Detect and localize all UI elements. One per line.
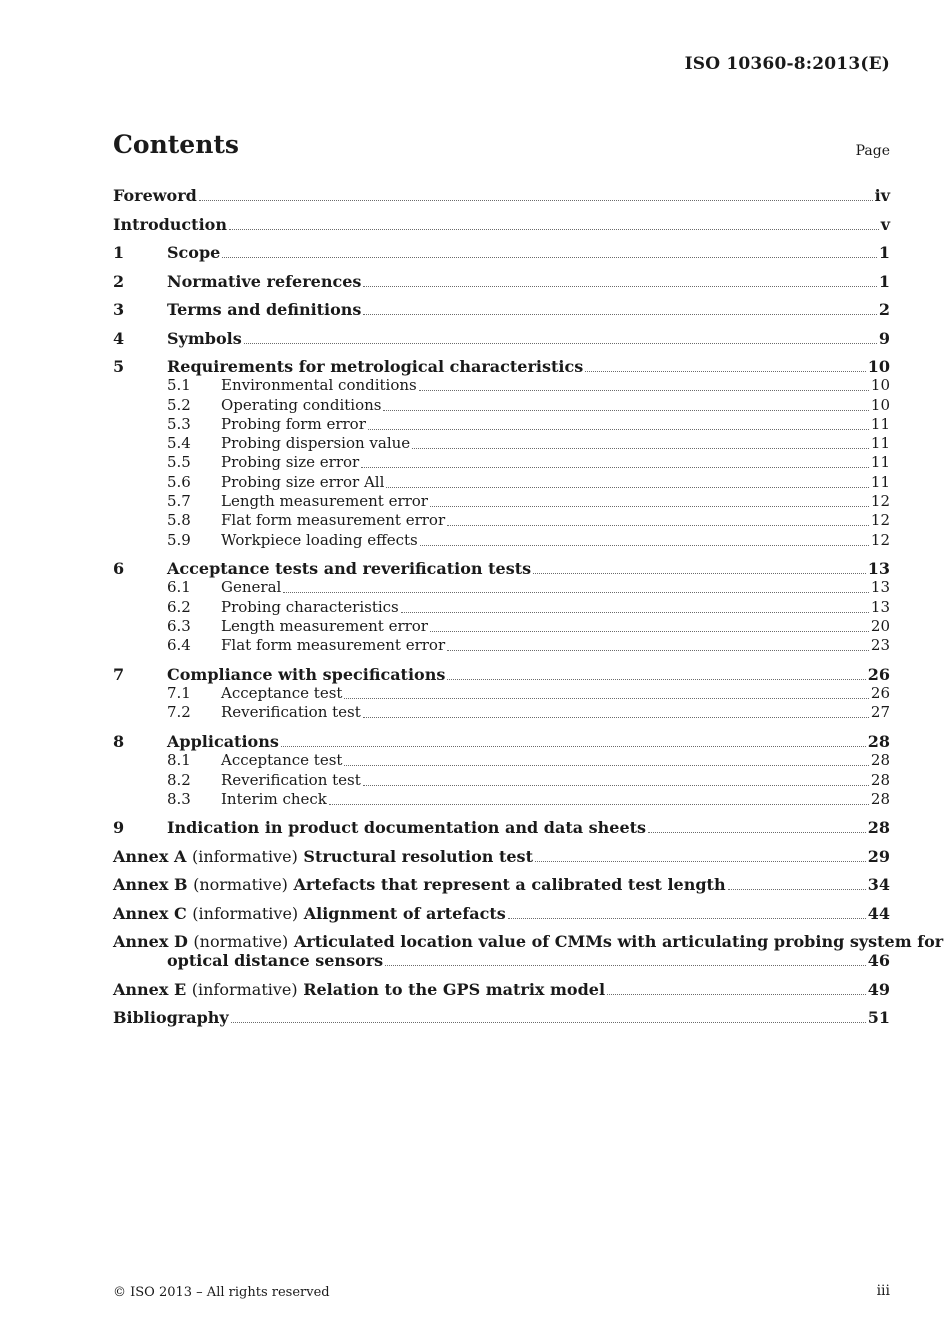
toc-entry-number: 8 (113, 731, 125, 751)
toc-entry[interactable] (113, 357, 890, 376)
dot-leader (244, 343, 877, 344)
dot-leader (363, 785, 869, 786)
annex-kind: (normative) (193, 875, 288, 895)
toc-entry-number: 3 (113, 300, 125, 319)
toc-entry-page: 12 (870, 511, 890, 530)
annex-title[interactable]: Articulated location value of CMMs with articulating probing system for (293, 932, 944, 952)
toc-entry-label[interactable]: Flat form measurement error (221, 511, 446, 530)
annex-kind: (informative) (191, 846, 298, 866)
dot-leader (447, 679, 865, 680)
toc-entry-label[interactable]: Scope (167, 243, 221, 262)
toc-entry-number: 9 (113, 818, 125, 838)
toc-entry-label[interactable]: Bibliography (113, 1008, 229, 1028)
toc-entry-page: 34 (867, 875, 890, 895)
toc-entry[interactable] (113, 578, 890, 597)
toc-entry[interactable] (113, 531, 890, 550)
toc-entry-page: 44 (867, 903, 890, 923)
toc-entry-number: 8.3 (167, 789, 191, 808)
toc-entry-number: 5 (113, 357, 125, 376)
toc-entry[interactable] (113, 243, 890, 262)
annex-label[interactable] (113, 847, 533, 866)
toc-annex-entry[interactable] (113, 904, 890, 923)
dot-leader (385, 965, 866, 966)
toc-entry-number: 7.2 (167, 703, 191, 722)
toc-bibliography-entry[interactable] (113, 1008, 890, 1027)
dot-leader (368, 429, 869, 430)
toc-entry[interactable] (113, 434, 890, 453)
toc-entry[interactable] (113, 186, 890, 205)
toc-entry-number: 6.2 (167, 597, 191, 616)
dot-leader (283, 592, 869, 593)
toc-entry-label[interactable]: Length measurement error (221, 492, 428, 511)
toc-entry[interactable] (113, 396, 890, 415)
dot-leader (344, 698, 868, 699)
toc-entry[interactable] (113, 636, 890, 655)
toc-entry[interactable] (113, 771, 890, 790)
toc-entry-number: 8.2 (167, 770, 191, 789)
toc-entry-label[interactable]: Length measurement error (221, 617, 428, 636)
toc-entry-label[interactable]: Acceptance tests and reverification tests (167, 559, 532, 579)
toc-entry-label[interactable]: General (221, 578, 282, 597)
dot-leader (363, 286, 876, 287)
toc-entry-page: 28 (867, 731, 890, 751)
page-title: Contents (113, 130, 240, 159)
toc-annex-entry[interactable] (113, 980, 890, 999)
toc-entry-page: 12 (870, 530, 890, 549)
toc-entry-label[interactable]: Terms and definitions (167, 300, 362, 319)
toc-entry-page: 46 (867, 951, 890, 971)
toc-entry-page: 11 (870, 453, 890, 472)
toc-entry-label[interactable]: Introduction (113, 214, 227, 234)
toc-entry-label[interactable]: Acceptance test (221, 751, 343, 770)
dot-leader (419, 390, 869, 391)
dot-leader (535, 861, 866, 862)
toc-entry-label[interactable]: Operating conditions (221, 395, 382, 414)
toc-entry-number: 5.5 (167, 453, 191, 472)
dot-leader (401, 612, 869, 613)
annex-kind: (normative) (193, 932, 289, 952)
toc-entry-number: 6.1 (167, 578, 191, 597)
toc-entry-label[interactable]: Indication in product documentation and data sheets (167, 818, 647, 838)
dot-leader (229, 229, 879, 230)
toc-entry[interactable] (113, 790, 890, 809)
toc-entry[interactable] (113, 376, 890, 395)
toc-annex-entry[interactable] (113, 932, 944, 971)
toc-entry[interactable] (113, 617, 890, 636)
toc-entry[interactable] (113, 272, 890, 291)
toc-entry-page: 10 (870, 395, 890, 414)
toc-entry[interactable] (113, 684, 890, 703)
toc-entry-number: 6.3 (167, 617, 191, 636)
toc-entry[interactable] (113, 751, 890, 770)
dot-leader (420, 545, 869, 546)
dot-leader (344, 765, 868, 766)
annex-label[interactable] (113, 875, 726, 894)
toc-entry-number: 7.1 (167, 684, 191, 703)
toc-entry-page: 49 (867, 979, 890, 999)
toc-entry-page: 11 (870, 414, 890, 433)
annex-id: Annex D (113, 932, 188, 952)
annex-title-continued[interactable]: optical distance sensors (167, 951, 384, 971)
toc-entry[interactable] (113, 598, 890, 617)
dot-leader (231, 1022, 866, 1023)
toc-entry-page: 29 (867, 846, 890, 866)
toc-entry-page: 28 (870, 789, 890, 808)
toc-entry-label[interactable]: Interim check (221, 789, 327, 808)
toc-annex-entry[interactable] (113, 847, 890, 866)
dot-leader (386, 487, 869, 488)
toc-entry[interactable] (113, 511, 890, 530)
dot-leader (508, 918, 866, 919)
toc-entry-page: 1 (878, 271, 890, 291)
toc-entry-number: 5.2 (167, 395, 191, 414)
toc-entry-page: 23 (870, 636, 890, 655)
toc-entry-label[interactable]: Probing form error (221, 414, 366, 433)
toc-entry[interactable] (113, 453, 890, 472)
dot-leader (430, 631, 869, 632)
toc-entry-number: 1 (113, 243, 125, 262)
toc-entry-page: 20 (870, 617, 890, 636)
toc-entry-label[interactable]: Probing size error (221, 453, 360, 472)
dot-leader (222, 257, 877, 258)
toc-entry-label[interactable]: Normative references (167, 271, 362, 291)
dot-leader (363, 717, 869, 718)
toc-entry-page: 28 (870, 770, 890, 789)
page-column-label: Page (855, 143, 890, 159)
dot-leader (329, 804, 869, 805)
toc-entry-label[interactable]: Acceptance test (221, 684, 343, 703)
toc-entry-number: 5.9 (167, 530, 191, 549)
toc-entry-number: 4 (113, 328, 125, 348)
annex-label[interactable] (113, 980, 605, 999)
toc-entry-label[interactable]: Foreword (113, 186, 197, 205)
toc-entry-label[interactable]: Environmental conditions (221, 376, 417, 395)
toc-entry[interactable] (113, 818, 890, 837)
toc-entry-page: 10 (867, 357, 890, 376)
toc-entry-page: 28 (867, 818, 890, 838)
toc-entry-label[interactable]: Probing characteristics (221, 597, 399, 616)
dot-leader (607, 994, 866, 995)
annex-title: Relation to the GPS matrix model (303, 979, 606, 999)
annex-id: Annex E (113, 979, 187, 999)
toc-entry-label[interactable]: Flat form measurement error (221, 636, 446, 655)
annex-first-line (113, 932, 944, 952)
toc-entry-number: 5.4 (167, 434, 191, 453)
toc-entry-number: 5.1 (167, 376, 191, 395)
toc-entry-page: 51 (867, 1008, 890, 1028)
toc-entry-number: 6.4 (167, 636, 191, 655)
toc-entry-label[interactable]: Reverification test (221, 770, 361, 789)
dot-leader (199, 200, 873, 201)
table-of-contents (113, 183, 944, 1028)
dot-leader (430, 506, 869, 507)
toc-entry-page: 26 (870, 684, 890, 703)
toc-entry-number: 6 (113, 559, 125, 579)
toc-entry[interactable] (113, 473, 890, 492)
toc-entry[interactable] (113, 329, 890, 348)
dot-leader (363, 314, 876, 315)
toc-entry-page: 28 (870, 751, 890, 770)
toc-entry[interactable] (113, 300, 890, 319)
toc-entry-number: 5.7 (167, 492, 191, 511)
toc-entry[interactable] (113, 215, 890, 234)
toc-entry-label[interactable]: Probing size error All (221, 472, 385, 491)
dot-leader (648, 832, 866, 833)
annex-kind: (informative) (191, 979, 298, 999)
page-number: iii (876, 1283, 890, 1299)
toc-entry[interactable] (113, 559, 890, 578)
toc-entry-page: v (880, 214, 890, 234)
toc-entry-page: 13 (870, 597, 890, 616)
annex-label[interactable] (113, 904, 506, 923)
toc-entry-page: 26 (867, 664, 890, 684)
toc-entry-page: 11 (870, 434, 890, 453)
toc-entry-label[interactable]: Requirements for metrological characteristics (167, 357, 584, 376)
toc-entry-number: 5.8 (167, 511, 191, 530)
toc-entry-label[interactable]: Symbols (167, 328, 242, 348)
dot-leader (447, 525, 869, 526)
dot-leader (361, 467, 869, 468)
toc-entry[interactable] (113, 492, 890, 511)
toc-entry-page: 1 (878, 243, 890, 262)
toc-entry-number: 8.1 (167, 751, 191, 770)
dot-leader (412, 448, 869, 449)
toc-entry[interactable] (113, 703, 890, 722)
annex-title: Artefacts that represent a calibrated test length (293, 875, 726, 895)
dot-leader (281, 746, 866, 747)
toc-entry-page: iv (874, 186, 890, 205)
annex-title: Structural resolution test (303, 846, 533, 866)
toc-entry-page: 9 (878, 328, 890, 348)
dot-leader (447, 650, 869, 651)
toc-entry-number: 5.6 (167, 472, 191, 491)
annex-kind: (informative) (192, 903, 299, 923)
annex-id: Annex B (113, 875, 188, 895)
dot-leader (383, 410, 868, 411)
dot-leader (728, 889, 866, 890)
document-id: ISO 10360-8:2013(E) (684, 54, 890, 74)
toc-entry-label[interactable]: Workpiece loading effects (221, 530, 418, 549)
toc-entry-page: 10 (870, 376, 890, 395)
toc-entry-page: 13 (867, 559, 890, 579)
toc-entry-page: 27 (870, 703, 890, 722)
toc-entry[interactable] (113, 732, 890, 751)
annex-second-line (113, 951, 890, 970)
dot-leader (533, 573, 866, 574)
toc-entry[interactable] (113, 415, 890, 434)
copyright-footer: © ISO 2013 – All rights reserved (113, 1285, 330, 1300)
annex-id: Annex C (113, 903, 187, 923)
toc-entry-page: 12 (870, 492, 890, 511)
dot-leader (585, 371, 866, 372)
toc-entry[interactable] (113, 665, 890, 684)
toc-entry-page: 2 (878, 300, 890, 319)
toc-annex-entry[interactable] (113, 875, 890, 894)
toc-entry-number: 2 (113, 271, 125, 291)
toc-entry-label[interactable]: Probing dispersion value (221, 434, 411, 453)
toc-entry-page: 13 (870, 578, 890, 597)
toc-entry-page: 11 (870, 472, 890, 491)
annex-id: Annex A (113, 846, 187, 866)
toc-entry-label[interactable]: Reverification test (221, 703, 361, 722)
toc-entry-label[interactable]: Compliance with specifications (167, 664, 446, 684)
toc-entry-number: 5.3 (167, 414, 191, 433)
annex-title: Alignment of artefacts (303, 903, 506, 923)
toc-entry-label[interactable]: Applications (167, 731, 279, 751)
toc-entry-number: 7 (113, 664, 125, 684)
